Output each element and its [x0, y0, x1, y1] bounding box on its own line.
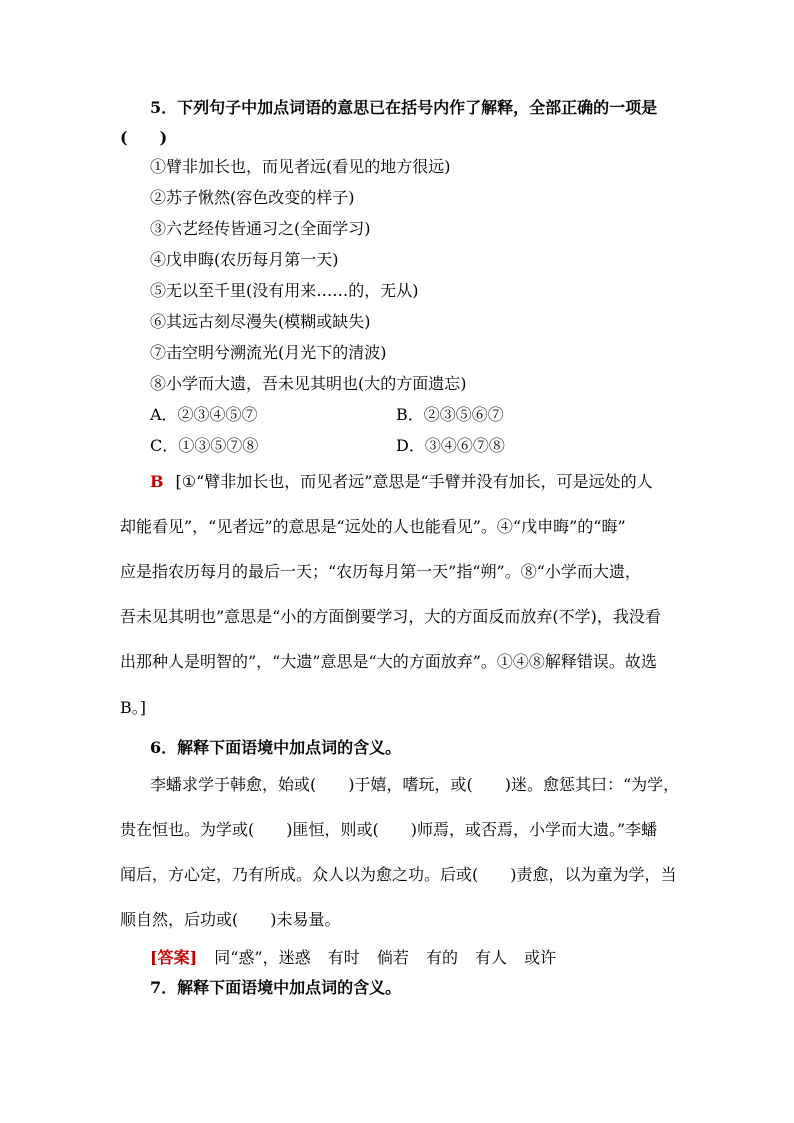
- q5-explanation-line6: B。]: [120, 698, 147, 717]
- q5-item-4: ④戊申晦(农历每月第一天): [150, 250, 339, 269]
- q7-stem: [150, 978, 401, 998]
- q6-number: 6．: [150, 738, 178, 757]
- q7-stem-text: 解释下面语境中加点词的含义。: [177, 978, 402, 997]
- q5-answer-letter: B: [150, 472, 164, 491]
- q5-explanation-line3: 应是指农历每月的最后一天；“农历每月第一天”指“朔”。⑧“小学而大遗，: [120, 562, 641, 581]
- q5-item-2: ②苏子愀然(容色改变的样子): [150, 188, 355, 207]
- q6-answer-2: 有时: [327, 948, 360, 967]
- q5-item-7: ⑦击空明兮溯流光(月光下的清波): [150, 343, 387, 362]
- q5-stem-line2: ( ): [120, 128, 168, 147]
- q6-passage-line3: 闻后，方心定，乃有所成。众人以为愈之功。后或( )责愈，以为童为学，当: [120, 865, 677, 884]
- q5-option-a: A．②③④⑤⑦: [150, 405, 258, 424]
- q5-explanation-line5: 出那种人是明智的”，“大遗”意思是“大的方面放弃”。①④⑧解释错误。故选: [120, 652, 657, 671]
- q5-explanation-line4: 吾未见其明也”意思是“小的方面倒要学习，大的方面反而放弃(不学)，我没看: [120, 607, 661, 626]
- q6-stem: [150, 738, 401, 758]
- q5-option-b: B．②③⑤⑥⑦: [396, 405, 504, 424]
- q5-item-8: ⑧小学而大遗，吾未见其明也(大的方面遗忘): [150, 374, 467, 393]
- q6-passage-line1: 李蟠求学于韩愈，始或( )于嬉，嗜玩，或( )迷。愈惩其曰：“为学，: [150, 775, 680, 794]
- q5-explanation-text: [①“臂非加长也，而见者远”意思是“手臂并没有加长，可是远处的人: [175, 472, 653, 491]
- q6-answer-tag: [答案]: [150, 948, 198, 967]
- q5-number: 5．: [150, 98, 178, 117]
- q5-option-c: C．①③⑤⑦⑧: [150, 436, 259, 455]
- q6-answer-line: [150, 948, 556, 968]
- q5-item-3: ③六艺经传皆通习之(全面学习): [150, 219, 371, 238]
- q6-answer-5: 有人: [475, 948, 508, 967]
- q6-passage-line2: 贵在恒也。为学或( )匪恒，则或( )师焉，或否焉，小学而大遗。”李蟠: [120, 820, 658, 839]
- q5-item-5: ⑤无以至千里(没有用来……的，无从): [150, 281, 419, 300]
- q6-stem-text: 解释下面语境中加点词的含义。: [177, 738, 402, 757]
- q6-answer-6: 或许: [524, 948, 557, 967]
- q7-number: 7．: [150, 978, 178, 997]
- q6-passage-line4: 顺自然，后功或( )未易量。: [120, 910, 341, 929]
- q6-answer-3: 倘若: [376, 948, 409, 967]
- q6-answer-4: 有的: [425, 948, 458, 967]
- q5-explanation-line1: [150, 472, 653, 492]
- q5-stem-line1: [150, 98, 657, 118]
- q5-item-1: ①臂非加长也，而见者远(看见的地方很远): [150, 157, 451, 176]
- q5-stem-text: 下列句子中加点词语的意思已在括号内作了解释，全部正确的一项是: [177, 98, 658, 117]
- q5-option-d: D．③④⑥⑦⑧: [396, 436, 505, 455]
- q6-answer-1: 同“惑”，迷惑: [214, 948, 311, 967]
- q5-explanation-line2: 却能看见”，“见者远”的意思是“远处的人也能看见”。④“戊申晦”的“晦”: [120, 517, 626, 536]
- q5-item-6: ⑥其远古刻尽漫失(模糊或缺失): [150, 312, 371, 331]
